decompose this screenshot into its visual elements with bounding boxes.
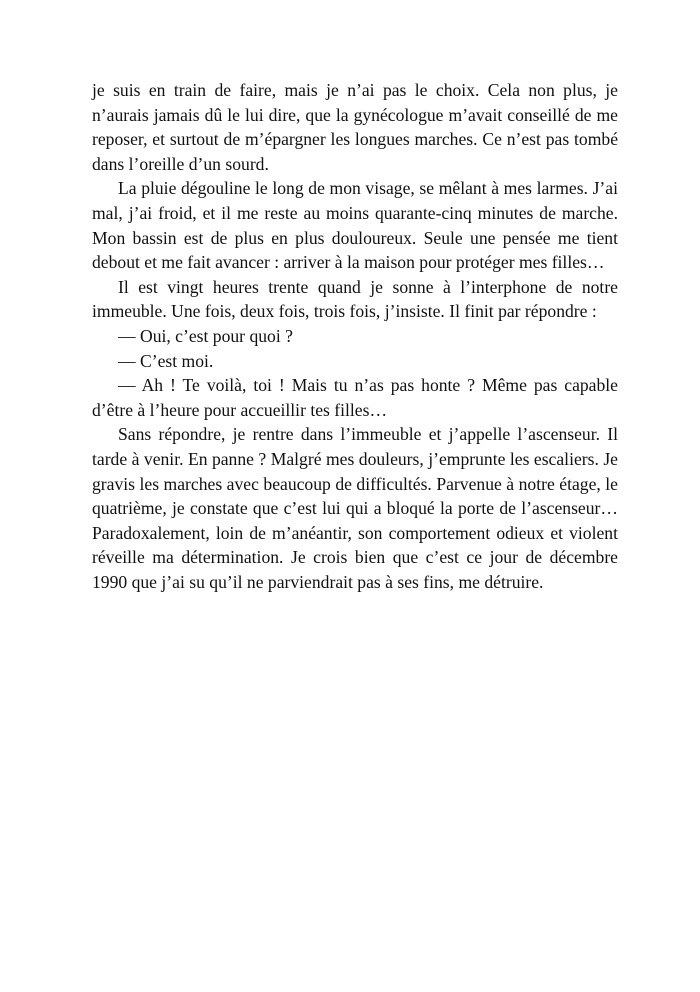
paragraph-continuation: je suis en train de faire, mais je n’ai pas le choix. Cela non plus, je n’aurais jamais dû le lui dire, que la gynécologue m’avait conseillé de me reposer, et surtout de m’épargner les longues marches. Ce n’est pas tombé dans l’oreille d’un sourd. bbox=[92, 80, 618, 174]
dialogue-line: — C’est moi. bbox=[118, 350, 214, 371]
dialogue-line: — Oui, c’est pour quoi ? bbox=[118, 325, 293, 346]
paragraph-interphone: Il est vingt heures trente quand je sonne à l’interphone de notre immeuble. Une fois, deux fois, trois fois, j’insiste. Il finit par répondre : bbox=[92, 276, 618, 322]
page-body bbox=[92, 78, 618, 594]
dialogue-line: — Ah ! Te voilà, toi ! Mais tu n’as pas honte ? Même pas capable d’être à l’heure pour accueillir tes filles… bbox=[92, 375, 618, 420]
paragraph-elevator: Sans répondre, je rentre dans l’immeuble et j’appelle l’ascenseur. Il tarde à venir. En panne ? Malgré mes douleurs, j’emprunte les escaliers. Je gravis les marches avec beaucoup de difficultés. Parvenue à notre étage, le quatrième, je constate que c’est lui qui a bloqué la porte de l’ascenseur… Paradoxalement, loin de m’anéantir, son comportement odieux et violent réveille ma détermination. Je crois bien que c’est ce jour de décembre 1990 que j’ai su qu’il ne parviendrait pas à ses fins, me détruire. bbox=[92, 424, 618, 592]
paragraph-rain: La pluie dégouline le long de mon visage, se mêlant à mes larmes. J’ai mal, j’ai froid, et il me reste au moins quarante-cinq minutes de marche. Mon bassin est de plus en plus douloureux. Seule une pensée me tient debout et me fait avancer : arriver à la maison pour protéger mes filles… bbox=[92, 178, 618, 273]
